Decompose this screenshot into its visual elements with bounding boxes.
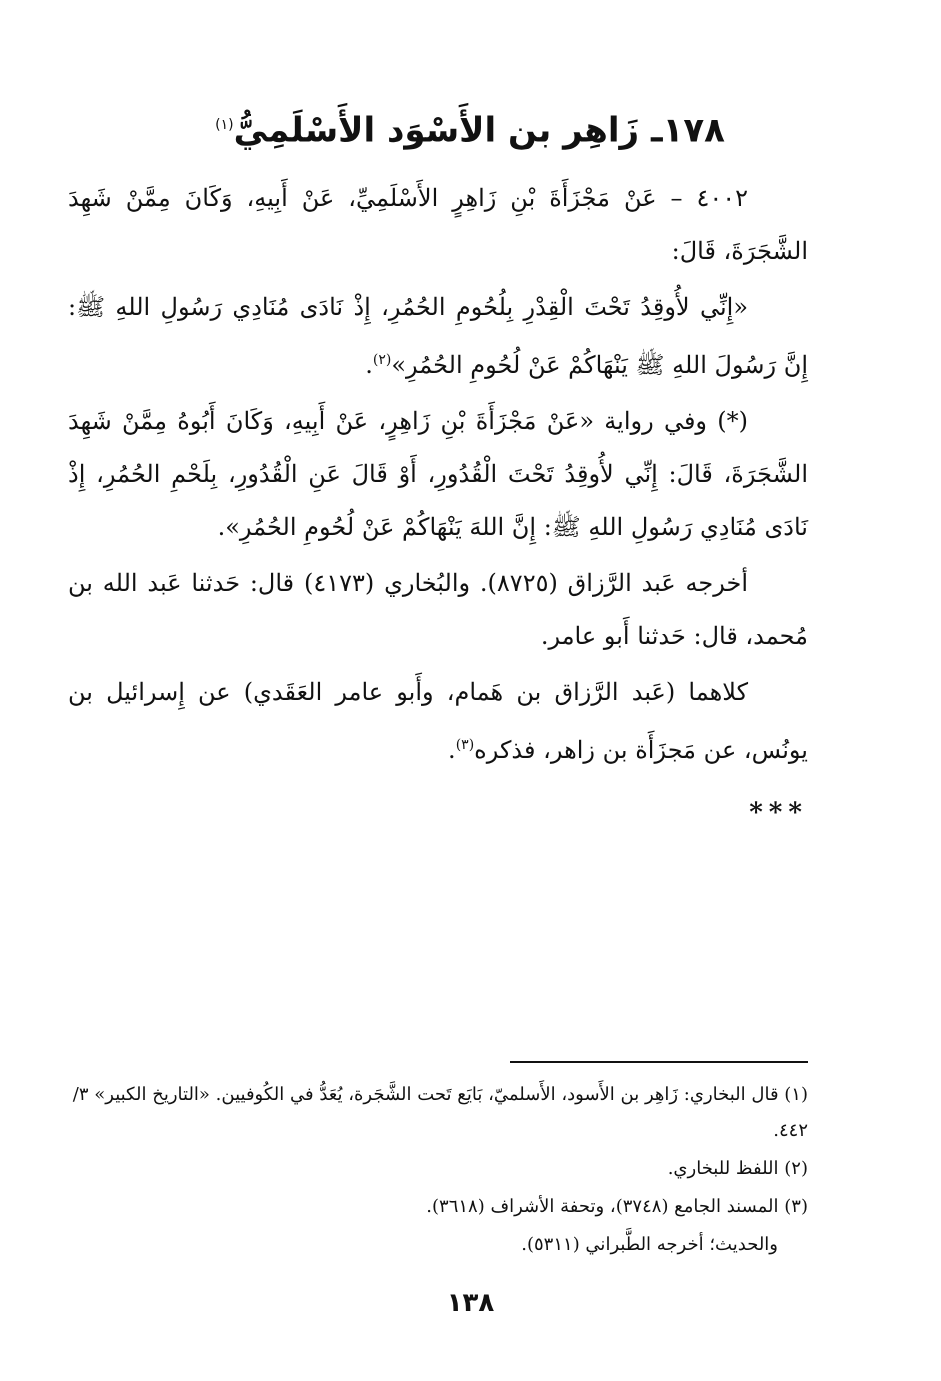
main-text (68, 172, 808, 840)
footnote-3: (٣) المسند الجامع (٣٧٤٨)، وتحفة الأشراف (٣٦١٨). (426, 1196, 808, 1217)
footnote-3-continuation: والحديث؛ أخرجه الطَّبراني (٥٣١١). (521, 1234, 778, 1255)
section-separator-stars: *** (749, 798, 808, 828)
hadith-text: «إِنِّي لأُوقِدُ تَحْتَ الْقِدْرِ بِلُحُومِ الحُمُرِ، إِذْ نَادَى مُنَادِي رَسُولِ اللهِ ﷺ: إِنَّ رَسُولَ اللهِ ﷺ يَنْهَاكُمْ عَنْ لُحُومِ الحُمُرِ» (68, 293, 808, 379)
footnote-1: (١) قال البخاري: زَاهِر بن الأَسود، الأَسلميّ، بَايَع تَحت الشَّجَرة، يُعَدُّ في الكُوفيين. «التاريخ الكبير» ٣/ ٤٤٢. (72, 1084, 808, 1141)
footnote-2: (٢) اللفظ للبخاري. (667, 1158, 808, 1179)
chapter-title (60, 100, 880, 155)
hadith-intro: ٤٠٠٢ – عَنْ مَجْزَأَةَ بْنِ زَاهِرٍ الأَسْلَمِيِّ، عَنْ أَبِيهِ، وَكَانَ مِمَّنْ شَهِدَ الشَّجَرَةَ، قَالَ: (68, 184, 808, 265)
footnote-ref-1: (١) (215, 117, 234, 133)
takhrij-paragraph-2: كلاهما (عَبد الرَّزاق بن هَمام، وأَبو عامر العَقَدي) عن إِسرائيل بن يونُس، عن مَجزَأَة بن زاهر، فذكره$^{(٣)}$. (68, 678, 808, 764)
takhrij-paragraph-1: أخرجه عَبد الرَّزاق (٨٧٢٥). والبُخاري (٤١٧٣) قال: حَدثنا عَبد الله بن مُحمد، قال: حَدثنا أَبو عامر. (68, 569, 808, 650)
footnote-ref-3: (٣) (455, 737, 475, 753)
footnotes (68, 1077, 808, 1265)
takhrij-text-2: كلاهما (عَبد الرَّزاق بن هَمام، وأَبو عامر العَقَدي) عن إِسرائيل بن يونُس، عن مَجزَأَة بن زاهر، فذكره (68, 678, 808, 764)
hadith-text-paragraph: «إِنِّي لأُوقِدُ تَحْتَ الْقِدْرِ بِلُحُومِ الحُمُرِ، إِذْ نَادَى مُنَادِي رَسُولِ اللهِ ﷺ: إِنَّ رَسُولَ اللهِ ﷺ يَنْهَاكُمْ عَنْ لُحُومِ الحُمُرِ»$^{(٢)}$. (68, 293, 808, 379)
chapter-title-text: ١٧٨ـ زَاهِر بن الأَسْوَد الأَسْلَمِيُّ (233, 110, 725, 151)
riwaya-paragraph: (*) وفي رواية «عَنْ مَجْزَأَةَ بْنِ زَاهِرٍ، عَنْ أَبِيهِ، وَكَانَ أَبُوهُ مِمَّنْ شَهِدَ الشَّجَرَةَ، قَالَ: إِنِّي لأُوقِدُ تَحْتَ الْقُدُورِ، أَوْ قَالَ عَنِ الْقُدُورِ، بِلَحْمِ الحُمُرِ، إِذْ نَادَى مُنَادِي رَسُولِ اللهِ ﷺ: إِنَّ اللهَ يَنْهَاكُمْ عَنْ لُحُومِ الحُمُرِ». (68, 407, 808, 541)
page-number: ١٣٨ (446, 1288, 495, 1318)
footnote-divider (510, 1061, 808, 1063)
footnote-ref-2: (٢) (372, 352, 392, 368)
